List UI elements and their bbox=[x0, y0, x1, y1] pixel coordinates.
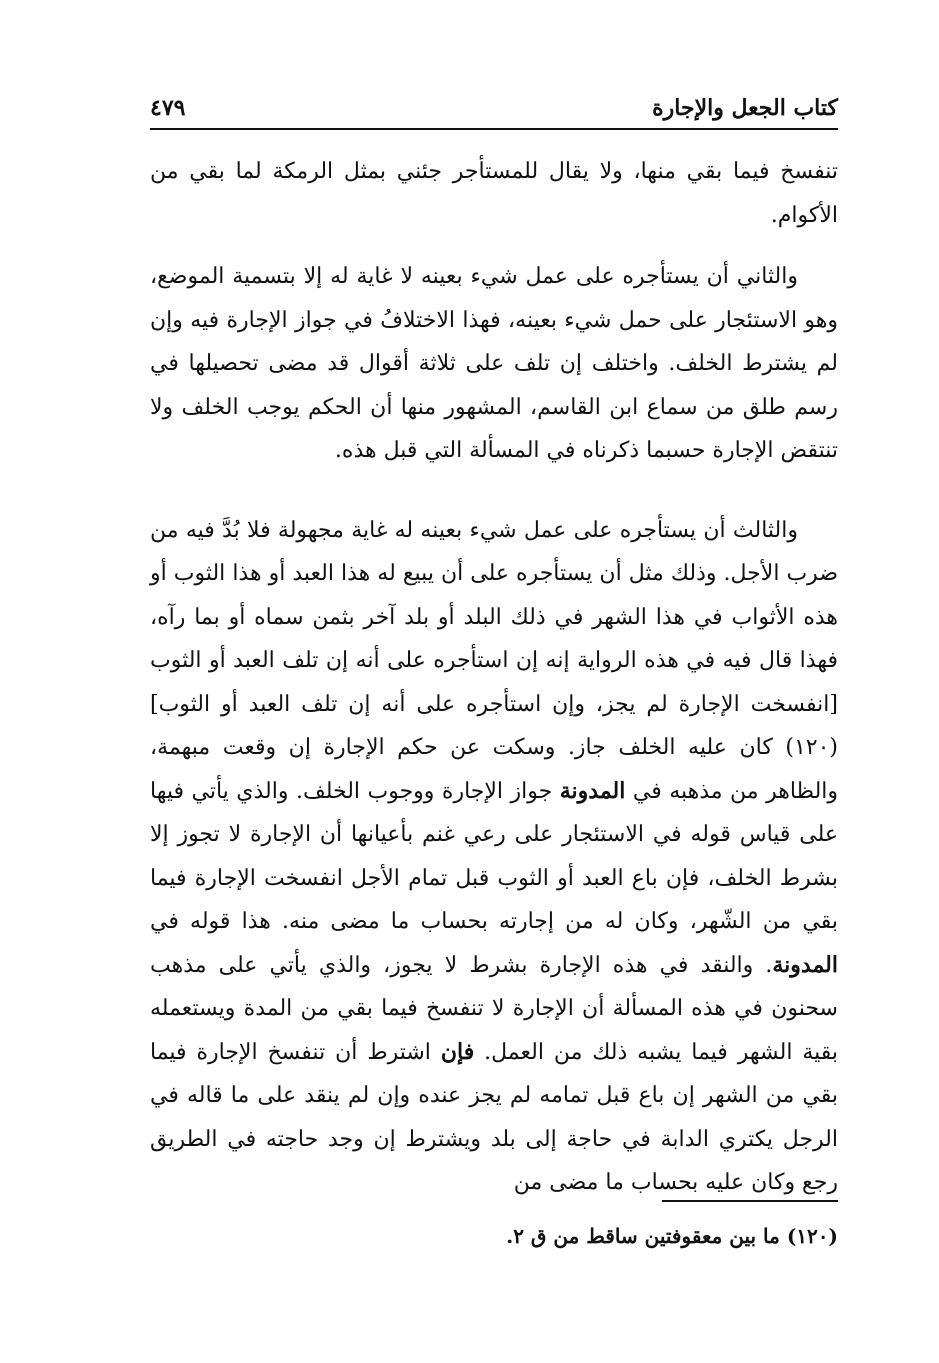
running-title: كتاب الجعل والإجارة bbox=[652, 95, 838, 121]
paragraph-3-part-a: والثالث أن يستأجره على عمل شيء بعينه له غاية مجهولة فلا بُدَّ فيه من ضرب الأجل. وذلك مثل أن يستأجره على أن يبيع له هذا العبد أو هذا الثوب أو هذه الأثواب في هذا الشهر في ذلك البلد أو بلد آخر بثمن سماه أو بما رآه، فهذا قال فيه في هذه الرواية إنه إن استأجره على أنه إن تلف العبد أو الثوب [انفسخت الإجارة لم يجز، وإن استأجره على أنه إن تلف العبد أو الثوب](١٢٠) كان عليه الخلف جاز. وسكت عن حكم الإجارة إن وقعت مبهمة، والظاهر من مذهبه في bbox=[150, 517, 839, 804]
paragraph-2: والثاني أن يستأجره على عمل شيء بعينه لا غاية له إلا بتسمية الموضع، وهو الاستئجار على حمل شيء بعينه، فهذا الاختلافُ في جواز الإجارة فيه وإن لم يشترط الخلف. واختلف إن تلف على ثلاثة أقوال قد مضى تحصيلها في رسم طلق من سماع ابن القاسم، المشهور منها أن الحكم يوجب الخلف ولا تنتقض الإجارة حسبما ذكرناه في المسألة التي قبل هذه. bbox=[150, 264, 838, 463]
paragraph-3 bbox=[150, 509, 838, 1205]
paragraph-3-part-e: . والنقد في هذه الإجارة بشرط لا يجوز، والذي يأتي على مذهب سحنون في هذه المسألة أن الإجارة لا تنفسخ فيما بقي من المدة ويستعمله بقية الشهر فيما يشبه ذلك من العمل. bbox=[150, 952, 839, 1065]
page-number: ٤٧٩ bbox=[150, 95, 186, 121]
paragraph-1: تنفسخ فيما بقي منها، ولا يقال للمستأجر جئني بمثل الرمكة لما بقي من الأكوام. bbox=[150, 159, 838, 228]
footnote-divider bbox=[662, 1200, 838, 1202]
paragraph-3-part-c: جواز الإجارة ووجوب الخلف. والذي يأتي فيها على قياس قوله في الاستئجار على رعي غنم بأعيانها أن الإجارة لا تجوز إلا بشرط الخلف، فإن باع العبد أو الثوب قبل تمام الأجل انفسخت الإجارة فيما بقي من الشّهر، وكان له من إجارته بحساب ما مضى منه. هذا قوله في bbox=[150, 778, 838, 934]
bold-term-fa-in: فإن bbox=[440, 1038, 475, 1065]
header-divider bbox=[150, 128, 838, 130]
paragraph-3-part-g: اشترط أن تنفسخ الإجارة فيما بقي من الشهر إن باع قبل تمامه لم يجز عنده وإن لم ينقد على ما قاله في الرجل يكتري الدابة في حاجة إلى بلد ويشترط إن وجد حاجته في الطريق رجع وكان عليه بحساب ما مضى من bbox=[150, 1039, 838, 1195]
footnote: (١٢٠) ما بين معقوفتين ساقط من ق ٢. bbox=[506, 1224, 838, 1248]
page-header bbox=[150, 92, 838, 128]
bold-term-mudawwana: المدونة bbox=[559, 777, 626, 804]
bold-term-mudawwana-2: المدونة bbox=[772, 951, 838, 978]
main-text bbox=[150, 150, 838, 1205]
